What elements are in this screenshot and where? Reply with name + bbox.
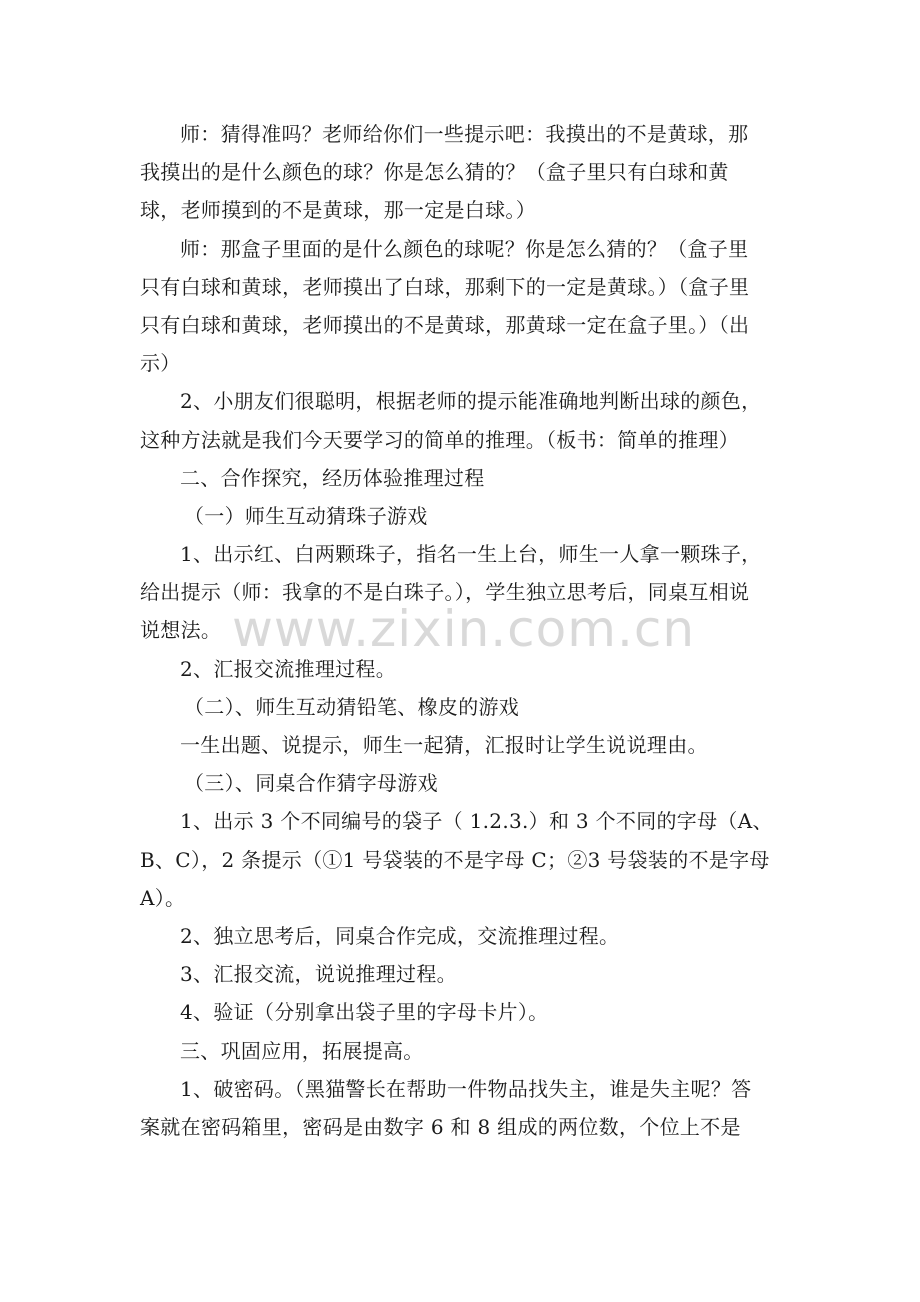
paragraph-line: A）。 (140, 885, 186, 910)
paragraph-line: 师：猜得准吗？老师给你们一些提示吧：我摸出的不是黄球，那 (180, 122, 749, 146)
subsection-heading: （三）、同桌合作猜字母游戏 (184, 771, 438, 796)
paragraph-line: 这种方法就是我们今天要学习的简单的推理。（板书：简单的推理） (140, 427, 739, 452)
paragraph-line: B、C），2 条提示（①1 号袋装的不是字母 C；②3 号袋装的不是字母 (140, 847, 770, 872)
paragraph-line: 1、出示红、白两颗珠子，指名一生上台，师生一人拿一颗珠子， (180, 542, 762, 567)
paragraph-line: 2、小朋友们很聪明，根据老师的提示能准确地判断出球的颜色， (180, 389, 762, 414)
paragraph-line: 只有白球和黄球，老师摸出了白球，那剩下的一定是黄球。）（盒子里 (140, 274, 750, 299)
section-heading: 二、合作探究，经历体验推理过程 (180, 465, 485, 490)
paragraph-line: 1、出示 3 个不同编号的袋子（ 1.2.3.）和 3 个不同的字母（A、 (180, 809, 773, 834)
subsection-heading: （一）师生互动猜珠子游戏 (184, 503, 428, 528)
paragraph-line: 2、汇报交流推理过程。 (180, 656, 397, 681)
paragraph-line: 3、汇报交流，说说推理过程。 (180, 962, 457, 987)
paragraph-line: 4、验证（分别拿出袋子里的字母卡片）。 (180, 1000, 549, 1025)
paragraph-line: 案就在密码箱里，密码是由数字 6 和 8 组成的两位数，个位上不是 (140, 1114, 741, 1139)
paragraph-line: 只有白球和黄球，老师摸出的不是黄球，那黄球一定在盒子里。）（出 (140, 312, 750, 337)
paragraph-line: 说想法。 (140, 618, 222, 643)
paragraph-line: 2、独立思考后，同桌合作完成，交流推理过程。 (180, 923, 620, 948)
paragraph-line: 球，老师摸到的不是黄球，那一定是白球。） (140, 198, 536, 223)
document-body (140, 115, 780, 1146)
paragraph-line: 一生出题、说提示，师生一起猜，汇报时让学生说说理由。 (180, 733, 708, 757)
watermark: www.zixin.com.cn (232, 600, 696, 658)
paragraph-line: 给出提示（师：我拿的不是白珠子。），学生独立思考后，同桌互相说 (140, 580, 750, 605)
paragraph-line: 师：那盒子里面的是什么颜色的球呢？你是怎么猜的？（盒子里 (180, 236, 749, 261)
paragraph-line: 1、破密码。（黑猫警长在帮助一件物品找失主，谁是失主呢？答 (180, 1076, 752, 1101)
paragraph-line: 我摸出的是什么颜色的球？你是怎么猜的？（盒子里只有白球和黄 (140, 160, 729, 185)
subsection-heading: （二）、师生互动猜铅笔、橡皮的游戏 (184, 694, 520, 719)
paragraph-line: 示） (140, 351, 181, 376)
section-heading: 三、巩固应用，拓展提高。 (180, 1038, 424, 1063)
